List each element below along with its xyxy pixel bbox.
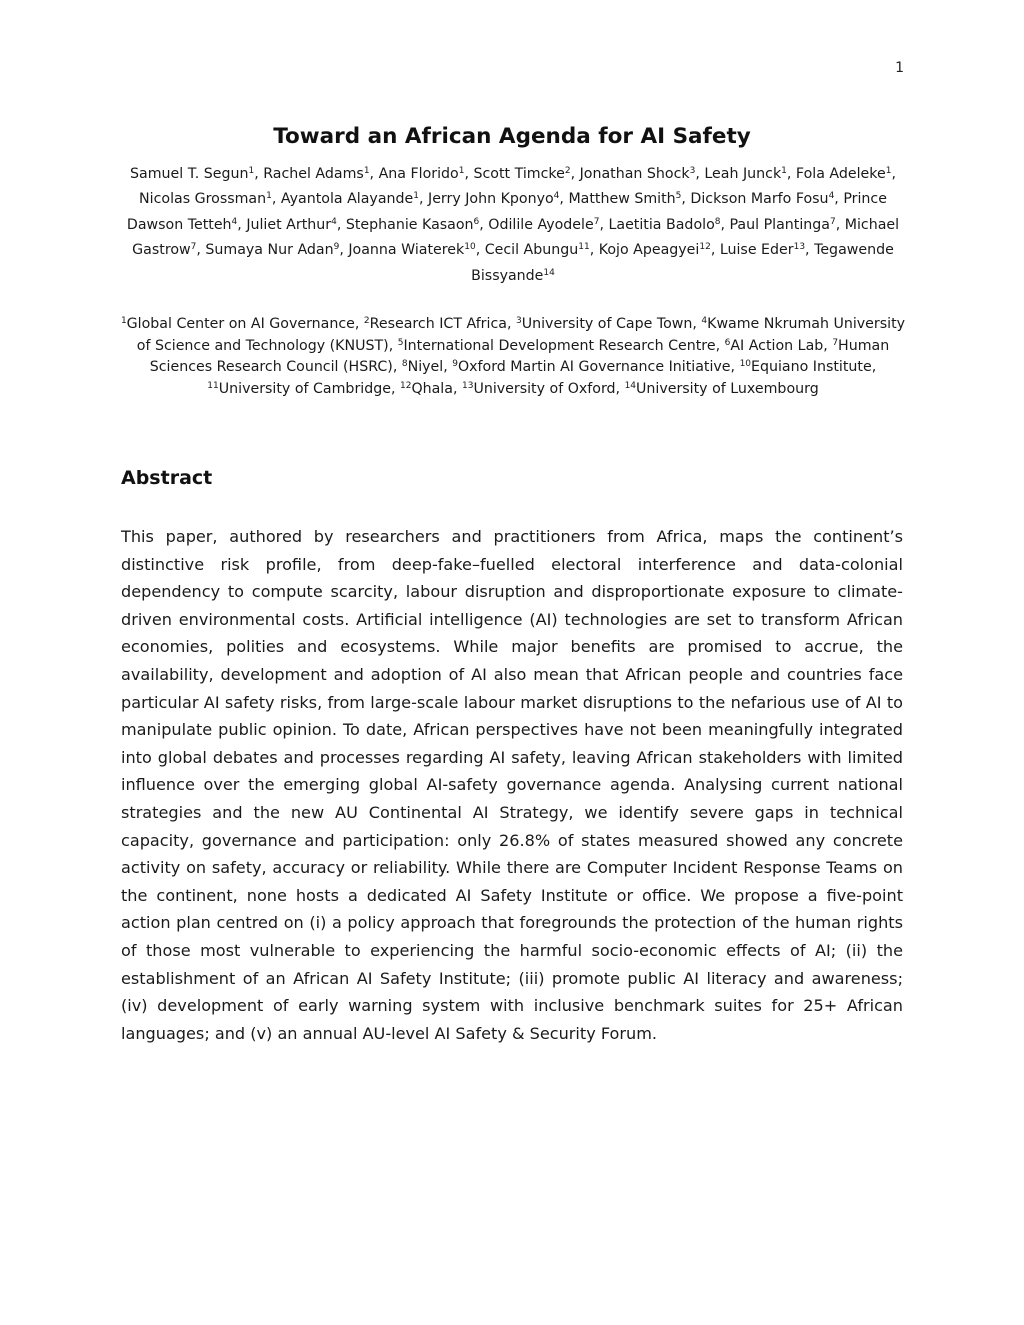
- affiliation-name: University of Cape Town: [521, 316, 693, 332]
- affiliation-list: $^1$Global Center on AI Governance, $^2$Research ICT Africa, $^3$University of Cape Town, $^4$Kwame Nkrumah University of Science and Technology (KNUST), $^5$International Development Research Centre, $^6$AI Action Lab, $^7$Human Sciences Research Council (HSRC), $^8$Niyel, $^9$Oxford Martin AI Governance Initiative, $^{10}$Equiano Institute, $^{11}$University of Cambridge, $^{12}$Qhala, $^{13}$University of Oxford, $^{14}$University of Luxembourg: [120, 316, 906, 397]
- author-name: Dickson Marfo Fosu: [690, 191, 829, 208]
- author-name: Scott Timcke: [473, 166, 565, 182]
- author-affiliation-marker: 4: [231, 216, 238, 227]
- author-name: Kojo Apeagyei: [598, 242, 700, 259]
- author-name: Stephanie Kasaon: [345, 216, 474, 233]
- affiliation-name: Equiano Institute: [751, 359, 872, 376]
- author-affiliation-marker: 9: [333, 242, 340, 253]
- affiliation-marker: 9: [452, 359, 458, 370]
- page-number: 1: [895, 60, 904, 76]
- author-name: Joanna Wiaterek: [348, 242, 465, 259]
- author-list: Samuel T. Segun$^1$, Rachel Adams$^1$, Ana Florido$^1$, Scott Timcke$^2$, Jonathan Shock$^3$, Leah Junck$^1$, Fola Adeleke$^1$, Nicolas Grossman$^1$, Ayantola Alayande$^1$, Jerry John Kponyo$^4$, Matthew Smith$^5$, Dickson Marfo Fosu$^4$, Prince Dawson Tetteh$^4$, Juliet Arthur$^4$, Stephanie Kasaon$^6$, Odilile Ayodele$^7$, Laetitia Badolo$^8$, Paul Plantinga$^7$, Michael Gastrow$^7$, Sumaya Nur Adan$^9$, Joanna Wiaterek$^{10}$, Cecil Abungu$^{11}$, Kojo Apeagyei$^{12}$, Luise Eder$^{13}$, Tegawende Bissyande$^{14}$: [126, 166, 900, 284]
- author-name: Laetitia Badolo: [608, 216, 715, 233]
- affiliation-name: University of Cambridge: [218, 380, 391, 397]
- author-affiliation-marker: 1: [781, 166, 787, 176]
- author-affiliation-marker: 10: [464, 242, 476, 253]
- author-affiliation-marker: 2: [564, 166, 571, 176]
- author-name: Ana Florido: [378, 166, 459, 182]
- affiliation-marker: 7: [832, 337, 839, 348]
- abstract-heading: Abstract: [121, 467, 213, 489]
- author-affiliation-marker: 6: [473, 216, 480, 227]
- author-name: Michael Gastrow: [132, 216, 900, 259]
- author-name: Sumaya Nur Adan: [205, 242, 334, 259]
- affiliation-name: University of Oxford: [473, 380, 616, 397]
- author-name: Prince Dawson Tetteh: [126, 191, 887, 233]
- affiliation-name: Research ICT Africa: [369, 316, 507, 332]
- author-affiliation-marker: 1: [363, 166, 370, 176]
- author-name: Rachel Adams: [263, 166, 364, 182]
- author-affiliation-marker: 7: [829, 216, 836, 227]
- author-name: Samuel T. Segun: [130, 166, 249, 182]
- author-affiliation-marker: 1: [266, 191, 272, 202]
- author-name: Matthew Smith: [568, 191, 676, 208]
- affiliation-name: International Development Research Centre: [403, 337, 716, 354]
- author-name: Jerry John Kponyo: [428, 191, 554, 208]
- author-affiliation-marker: 1: [248, 166, 255, 176]
- affiliation-marker: 5: [397, 337, 404, 348]
- affiliation-name: Niyel: [407, 359, 444, 376]
- affiliation-marker: 12: [400, 380, 412, 391]
- author-affiliation-marker: 14: [543, 267, 555, 278]
- author-name: Fola Adeleke: [795, 166, 886, 182]
- author-affiliation-marker: 3: [689, 166, 696, 176]
- affiliation-name: Global Center on AI Governance: [126, 316, 355, 332]
- affiliation-name: Oxford Martin AI Governance Initiative: [457, 359, 731, 376]
- author-affiliation-marker: 7: [190, 242, 197, 253]
- author-name: Odilile Ayodele: [488, 216, 594, 233]
- author-name: Tegawende Bissyande: [471, 242, 894, 284]
- affiliation-marker: 2: [363, 316, 370, 326]
- author-affiliation-marker: 7: [593, 216, 600, 227]
- affiliation-marker: 14: [624, 380, 637, 391]
- author-name: Nicolas Grossman: [139, 191, 267, 208]
- author-name: Ayantola Alayande: [280, 191, 414, 208]
- author-name: Luise Eder: [719, 242, 794, 259]
- paper-title: Toward an African Agenda for AI Safety: [273, 124, 751, 149]
- author-affiliation-marker: 12: [699, 242, 711, 253]
- affiliation-name: AI Action Lab: [730, 337, 824, 354]
- author-name: Paul Plantinga: [729, 216, 830, 233]
- author-affiliation-marker: 8: [714, 216, 721, 227]
- affiliation-marker: 4: [701, 316, 708, 326]
- affiliation-marker: 1: [120, 316, 127, 326]
- affiliation-name: University of Luxembourg: [636, 380, 819, 397]
- affiliation-marker: 3: [516, 316, 522, 326]
- author-affiliation-marker: 13: [793, 242, 806, 253]
- abstract-text: This paper, authored by researchers and practitioners from Africa, maps the continent’s distinctive risk profile, from deep-fake–fuelled electoral interference and data-colonial dependency to compute scarcity, labour disruption and disproportionate exposure to climate-driven environmental costs. Artificial intelligence (AI) technologies are set to transform African economies, polities and ecosystems. While major benefits are promised to accrue, the availability, development and adoption of AI also mean that African people and countries face particular AI safety risks, from large-scale labour market disruptions to the nefarious use of AI to manipulate public opinion. To date, African perspectives have not been meaningfully integrated into global debates and processes regarding AI safety, leaving African stakeholders with limited influence over the emerging global AI-safety governance agenda. Analysing current national strategies and the new AU Continental AI Strategy, we identify severe gaps in technical capacity, governance and participation: only 26.8% of states measured showed any concrete activity on safety, accuracy or reliability. While there are Computer Incident Response Teams on the continent, none hosts a dedicated AI Safety Institute or office. We propose a five-point action plan centred on (i) a policy approach that foregrounds the protection of the human rights of those most vulnerable to experiencing the harmful socio-economic effects of AI; (ii) the establishment of an African AI Safety Institute; (iii) promote public AI literacy and awareness; (iv) development of early warning system with inclusive benchmark suites for 25+ African languages; and (v) an annual AU-level AI Safety & Security Forum.: [121, 527, 903, 1043]
- affiliation-name: Qhala: [411, 380, 453, 397]
- author-affiliation-marker: 1: [885, 166, 892, 176]
- author-name: Leah Junck: [704, 166, 782, 182]
- affiliation-marker: 13: [461, 380, 474, 391]
- author-affiliation-marker: 4: [331, 216, 337, 227]
- author-name: Juliet Arthur: [246, 216, 332, 233]
- author-affiliation-marker: 4: [828, 191, 835, 202]
- affiliation-marker: 10: [739, 359, 752, 370]
- affiliation-name: Human Sciences Research Council (HSRC): [149, 337, 890, 376]
- affiliation-marker: 6: [724, 337, 731, 348]
- author-name: Jonathan Shock: [579, 166, 690, 182]
- author-affiliation-marker: 5: [675, 191, 682, 202]
- affiliation-name: Kwame Nkrumah University of Science and Technology (KNUST): [136, 316, 906, 354]
- affiliation-marker: 8: [401, 359, 408, 370]
- author-name: Cecil Abungu: [484, 242, 579, 259]
- author-affiliation-marker: 11: [578, 242, 590, 253]
- author-affiliation-marker: 4: [553, 191, 560, 202]
- affiliation-marker: 11: [207, 380, 219, 391]
- author-affiliation-marker: 1: [458, 166, 465, 176]
- author-affiliation-marker: 1: [413, 191, 419, 202]
